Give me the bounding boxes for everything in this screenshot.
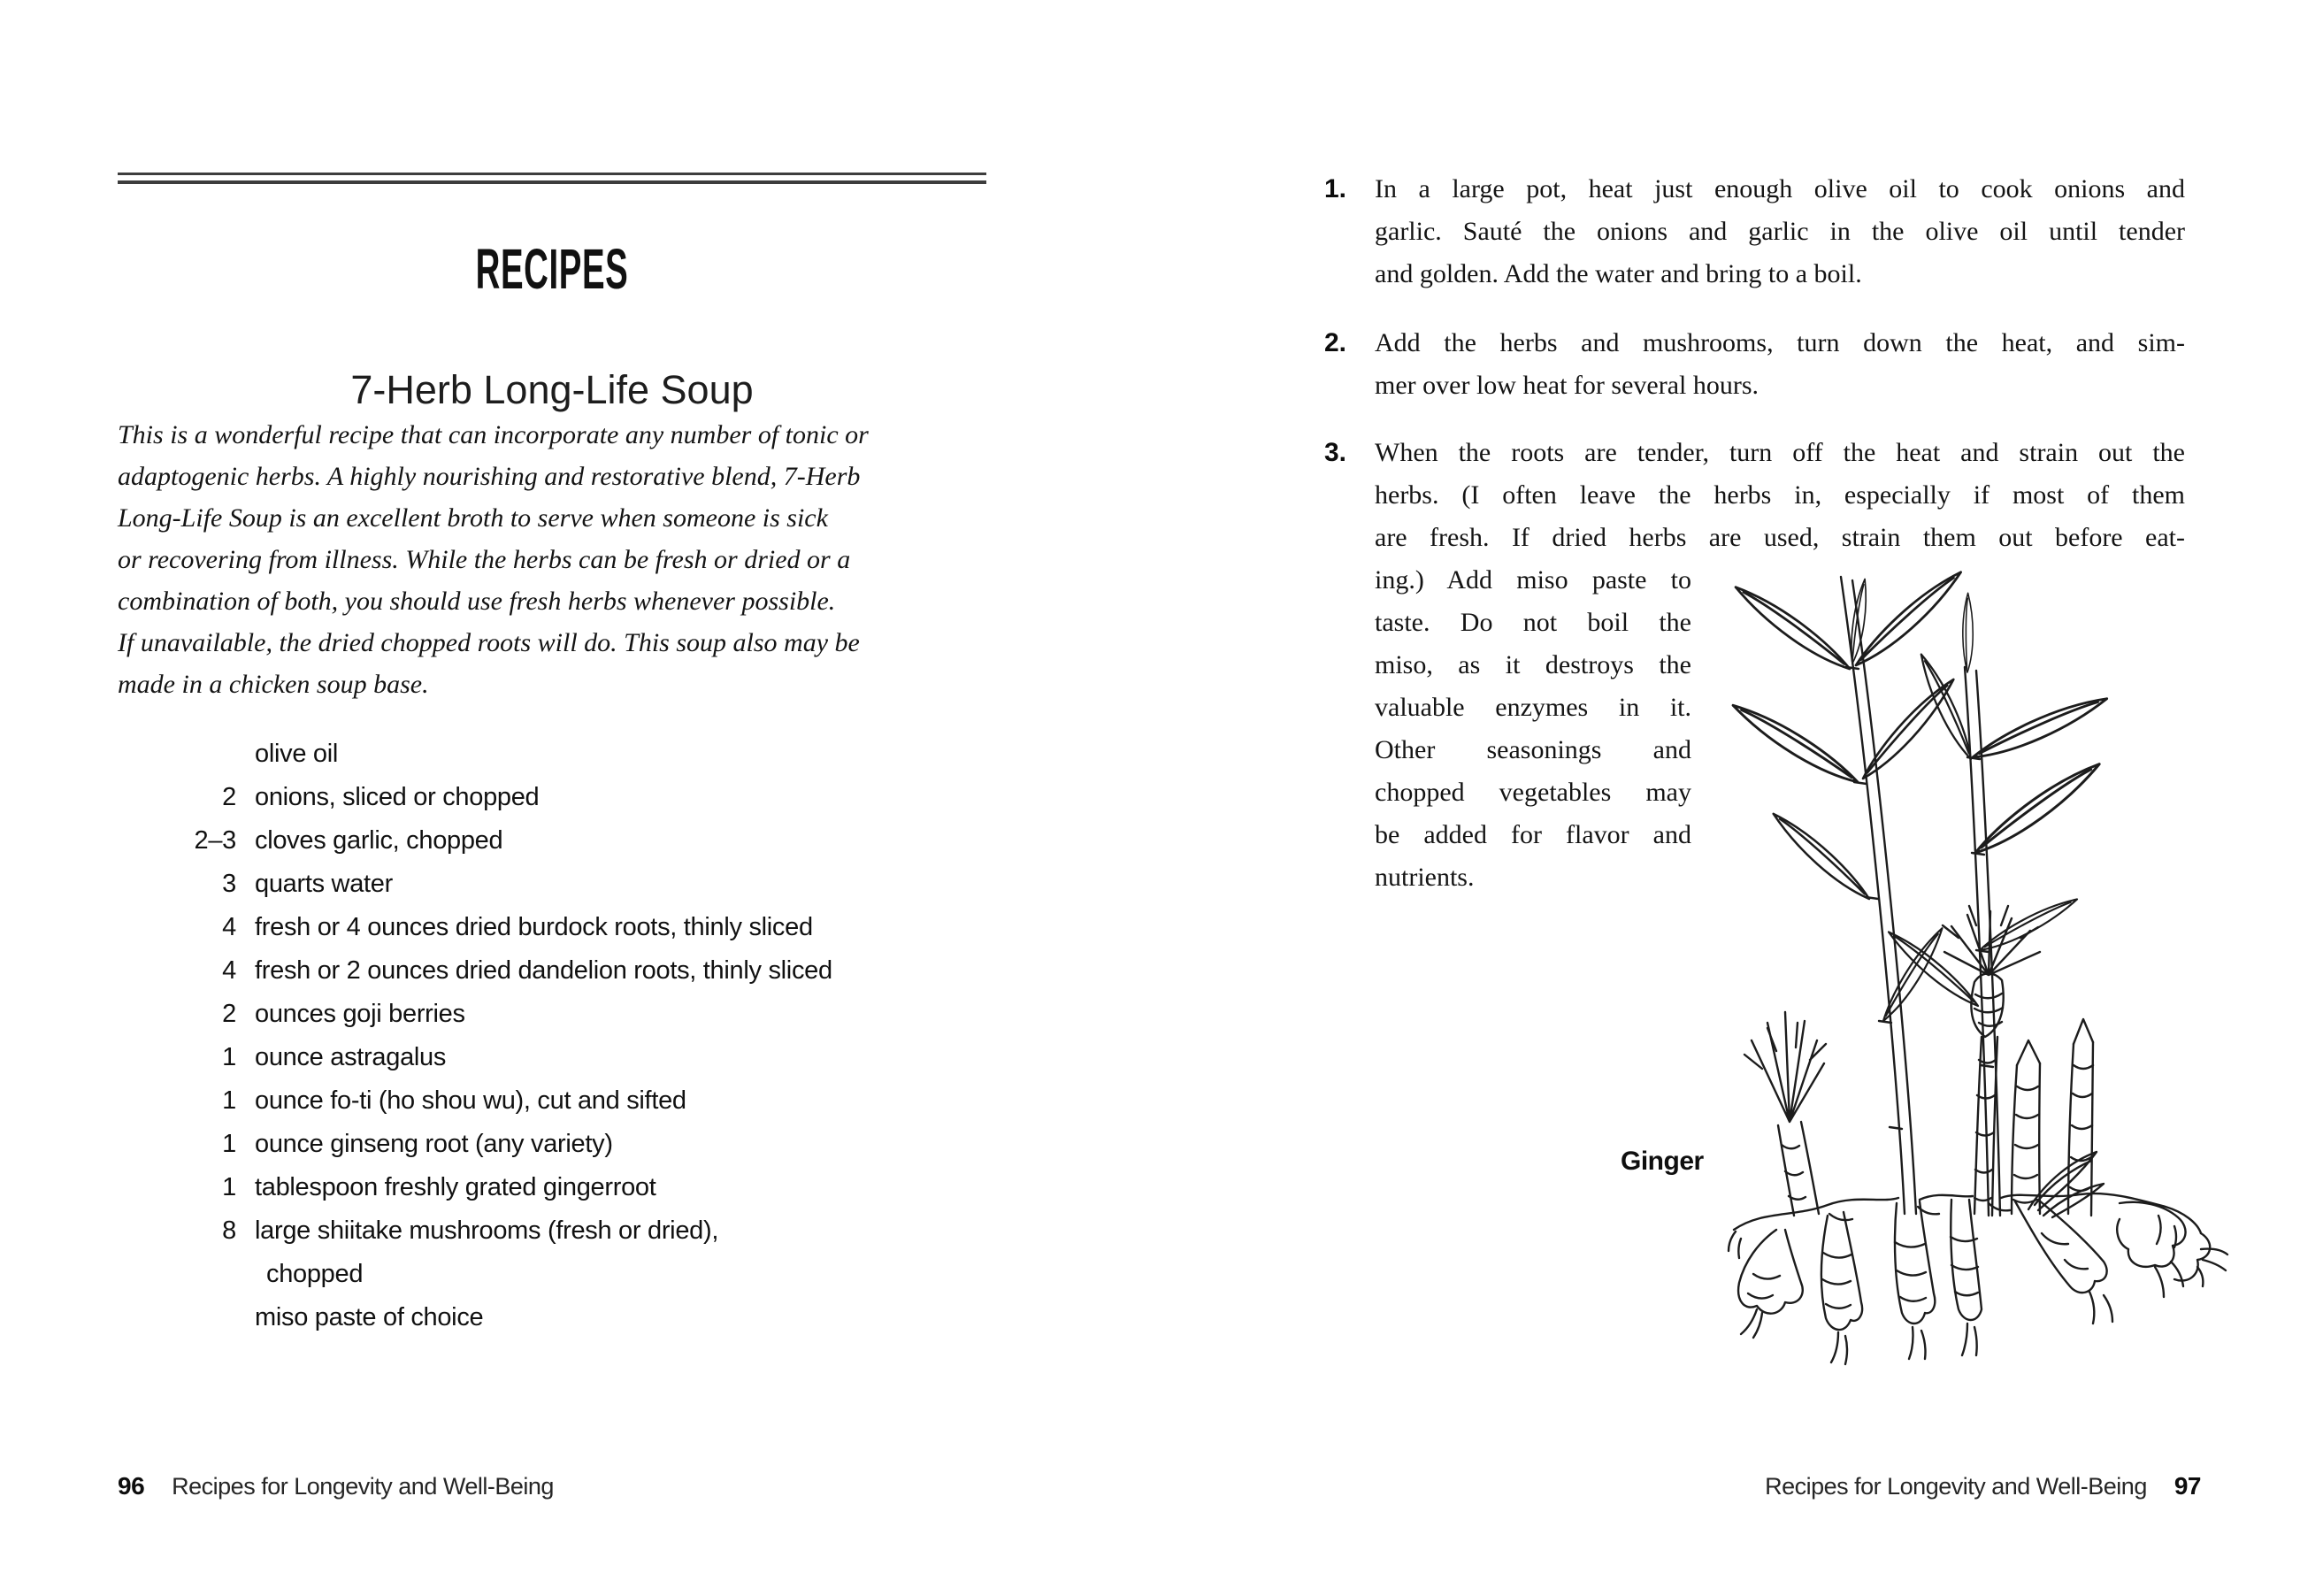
- ingredient-quantity: 8: [222, 1216, 236, 1245]
- ingredient-quantity: 4: [222, 956, 236, 985]
- ingredient-quantity: [118, 1253, 236, 1296]
- step-line: herbs. (I often leave the herbs in, especially if most of them: [1375, 480, 2185, 510]
- step-line: Other seasonings and: [1375, 735, 1691, 764]
- step-line: valuable enzymes in it.: [1375, 693, 1691, 722]
- step-line: miso, as it destroys the: [1375, 650, 1691, 679]
- intro-line: If unavailable, the dried chopped roots will do. This soup also may be: [118, 628, 860, 657]
- ingredient-row: [118, 733, 993, 776]
- ginger-illustration: [1723, 559, 2229, 1400]
- step-line: mer over low heat for several hours.: [1375, 371, 1760, 400]
- intro-line: or recovering from illness. While the herbs can be fresh or dried or a: [118, 545, 851, 574]
- ingredient-quantity: 2: [222, 783, 236, 811]
- step-line: nutrients.: [1375, 863, 1475, 892]
- recipe-title: 7-Herb Long-Life Soup: [350, 367, 754, 413]
- step-number: 2.: [1324, 328, 1347, 357]
- step-line: When the roots are tender, turn off the heat and strain out the: [1375, 438, 2185, 467]
- ingredient-name: ounce fo-ti (ho shou wu), cut and sifted: [255, 1086, 686, 1115]
- ingredients-list: [118, 733, 993, 1339]
- step-text-wrapped-column: [1375, 559, 1691, 899]
- intro-line: made in a chicken soup base.: [118, 670, 429, 699]
- ingredient-name: miso paste of choice: [255, 1303, 484, 1331]
- step-text: [1375, 168, 2185, 295]
- ingredient-name-continuation: chopped: [266, 1260, 364, 1288]
- running-title: Recipes for Longevity and Well-Being: [172, 1473, 554, 1500]
- intro-line: combination of both, you should use fresh herbs whenever possible.: [118, 587, 836, 616]
- step-line: ing.) Add miso paste to: [1375, 565, 1691, 595]
- intro-line: This is a wonderful recipe that can incorporate any number of tonic or: [118, 420, 869, 449]
- left-page-footer: [118, 1472, 554, 1500]
- illustration-caption: Ginger: [1621, 1147, 1704, 1176]
- step-line: and golden. Add the water and bring to a boil.: [1375, 259, 1862, 288]
- recipe-step: [1324, 322, 2185, 407]
- running-title: Recipes for Longevity and Well-Being: [1765, 1473, 2147, 1500]
- ingredient-name: tablespoon freshly grated gingerroot: [255, 1173, 656, 1201]
- ingredient-name: ounce ginseng root (any variety): [255, 1130, 613, 1158]
- section-double-rule: [118, 173, 986, 184]
- ingredient-row: [118, 1209, 993, 1253]
- ingredient-quantity: 1: [222, 1043, 236, 1071]
- step-line: be added for flavor and: [1375, 820, 1691, 849]
- rule-line: [118, 180, 986, 184]
- ingredient-quantity: 1: [222, 1173, 236, 1201]
- ingredient-name: large shiitake mushrooms (fresh or dried),: [255, 1216, 719, 1245]
- ingredient-quantity: 2–3: [194, 826, 236, 855]
- page-number: 96: [118, 1472, 145, 1500]
- step-line: garlic. Sauté the onions and garlic in the olive oil until tender: [1375, 217, 2185, 246]
- step-text: [1375, 322, 2185, 407]
- ingredient-row: [118, 1166, 993, 1209]
- step-number: 1.: [1324, 174, 1347, 203]
- recipe-intro-paragraph: [118, 414, 998, 705]
- ingredient-row: [118, 1036, 993, 1079]
- ingredient-name: cloves garlic, chopped: [255, 826, 503, 855]
- rule-line: [118, 173, 986, 175]
- ingredient-quantity: 3: [222, 870, 236, 898]
- ingredient-row: [118, 949, 993, 993]
- ingredient-name: quarts water: [255, 870, 393, 898]
- ingredient-row: [118, 1123, 993, 1166]
- ingredient-quantity: [118, 733, 236, 776]
- ingredient-name: onions, sliced or chopped: [255, 783, 540, 811]
- recipe-step: [1324, 168, 2185, 295]
- ingredient-row: [118, 1079, 993, 1123]
- section-title: RECIPES: [475, 236, 629, 301]
- ingredient-name: fresh or 4 ounces dried burdock roots, thinly sliced: [255, 913, 813, 941]
- page-number: 97: [2174, 1472, 2201, 1500]
- ingredient-row: [118, 993, 993, 1036]
- step-line: are fresh. If dried herbs are used, strain them out before eat-: [1375, 523, 2185, 552]
- ingredient-row: [118, 863, 993, 906]
- ingredient-row: [118, 819, 993, 863]
- ingredient-row: [118, 906, 993, 949]
- ingredient-quantity: [118, 1296, 236, 1339]
- step-line: In a large pot, heat just enough olive oil to cook onions and: [1375, 174, 2185, 203]
- ingredient-quantity: 2: [222, 1000, 236, 1028]
- ingredient-row: [118, 1296, 993, 1339]
- right-page-footer: [1765, 1472, 2201, 1500]
- ingredient-row: [118, 1253, 993, 1296]
- step-number: 3.: [1324, 438, 1347, 467]
- ingredient-quantity: 1: [222, 1086, 236, 1115]
- ingredient-name: fresh or 2 ounces dried dandelion roots, thinly sliced: [255, 956, 832, 985]
- ingredient-quantity: 4: [222, 913, 236, 941]
- step-line: taste. Do not boil the: [1375, 608, 1691, 637]
- step-line: chopped vegetables may: [1375, 778, 1691, 807]
- intro-line: adaptogenic herbs. A highly nourishing and restorative blend, 7-Herb: [118, 462, 861, 491]
- step-line: Add the herbs and mushrooms, turn down the heat, and sim-: [1375, 328, 2185, 357]
- intro-line: Long-Life Soup is an excellent broth to serve when someone is sick: [118, 503, 828, 533]
- ingredient-name: olive oil: [255, 740, 339, 768]
- ingredient-name: ounces goji berries: [255, 1000, 465, 1028]
- ingredient-name: ounce astragalus: [255, 1043, 447, 1071]
- ingredient-quantity: 1: [222, 1130, 236, 1158]
- ingredient-row: [118, 776, 993, 819]
